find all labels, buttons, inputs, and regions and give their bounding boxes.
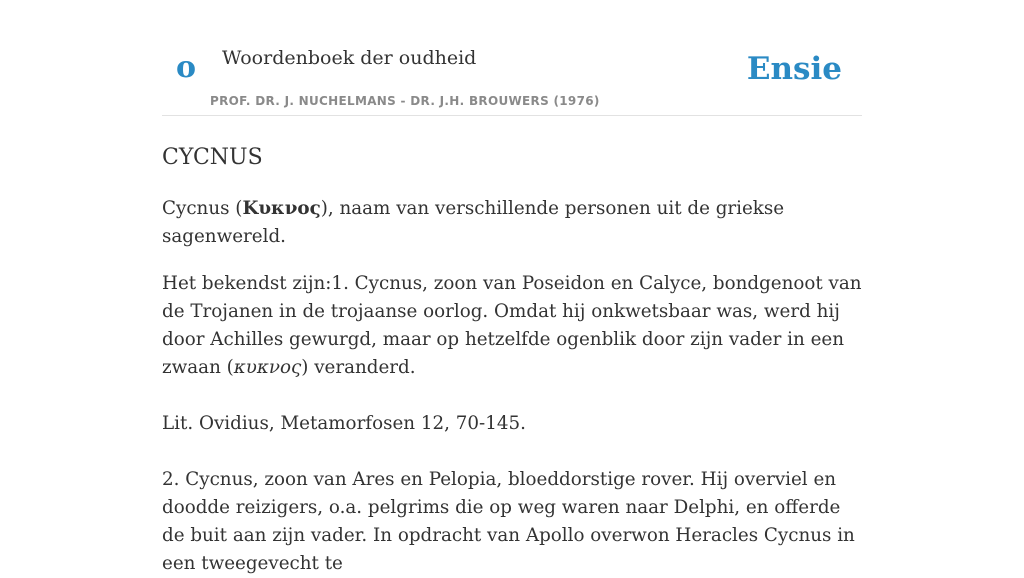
site-header [162,0,862,116]
greek-name-bold: Κυκνος [242,198,321,219]
entry-title: CYCNUS [162,145,263,170]
book-authors: PROF. DR. J. NUCHELMANS - DR. J.H. BROUWERS (1976) [210,94,600,108]
ensie-logo-link[interactable]: Ensie [746,51,842,87]
greek-word-italic: κυκνος [233,357,302,378]
intro-paragraph [162,195,862,251]
page [162,0,862,578]
item-1-text-after: ) veranderd. [301,357,416,378]
item-2-paragraph: 2. Cycnus, zoon van Ares en Pelopia, bloeddorstige rover. Hij overviel en doodde reizigers, o.a. pelgrims die op weg waren naar Delphi, en offerde de buit aan zijn vader. In opdracht van Apollo overwon Heracles Cycnus in een tweegevecht te [162,469,855,574]
book-title-link[interactable]: Woordenboek der oudheid [222,47,477,69]
item-1-text-before: Het bekendst zijn:1. Cycnus, zoon van Poseidon en Calyce, bondgenoot van de Trojanen in de trojaanse oorlog. Omdat hij onkwetsbaar was, werd hij door Achilles gewurgd, maar op hetzelfde ogenblik door zijn vader in een zwaan ( [162,273,862,378]
entry-content [162,195,862,578]
source-logo-link[interactable]: o [176,50,197,85]
intro-text-after: ), naam van verschillende personen uit de griekse sagenwereld. [162,198,785,247]
item-1-paragraph [162,270,862,382]
intro-text-before: Cycnus ( [162,198,243,219]
literature-reference-1: Lit. Ovidius, Metamorfosen 12, 70-145. [162,413,526,434]
